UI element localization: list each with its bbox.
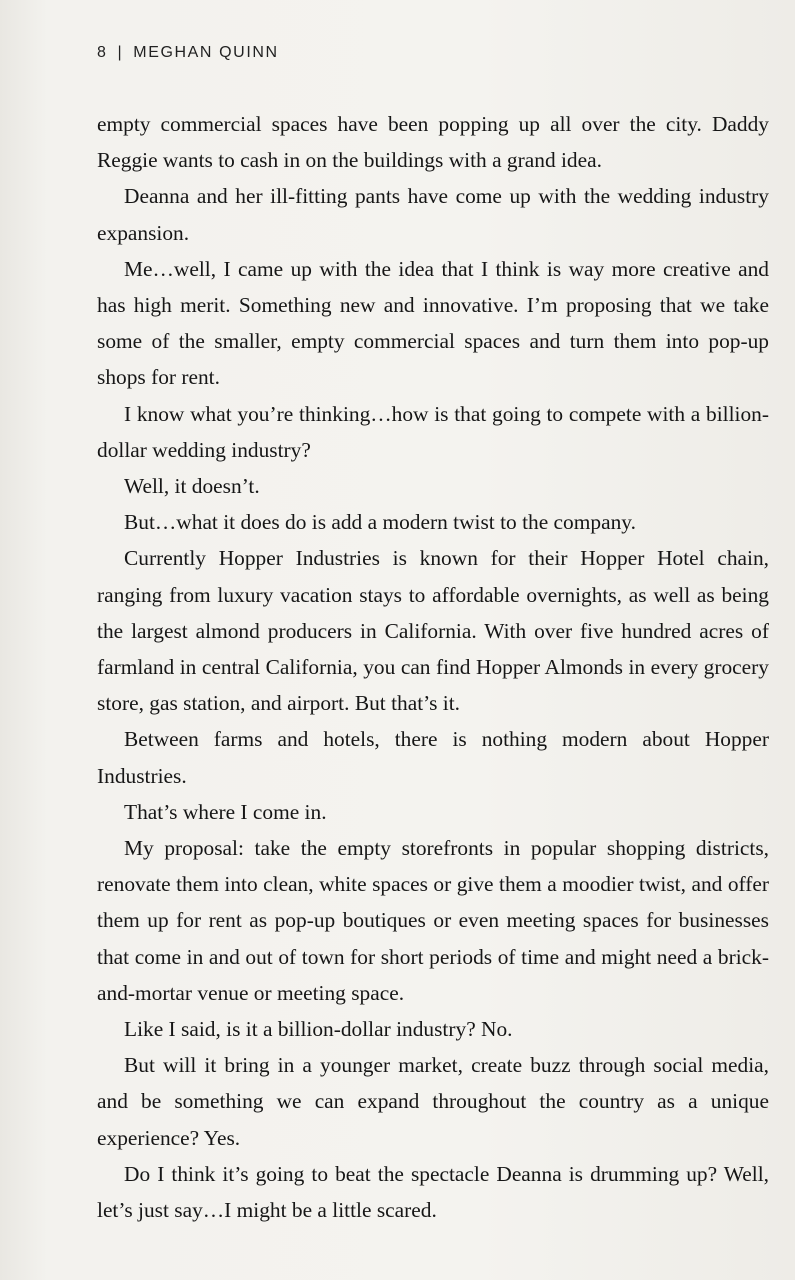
running-header xyxy=(97,44,279,62)
paragraph: Like I said, is it a billion-dollar industry? No. xyxy=(124,1017,513,1042)
paragraph: But…what it does do is add a modern twist to the company. xyxy=(124,510,636,535)
paragraph: Between farms and hotels, there is nothing modern about Hopper Industries. xyxy=(97,727,769,788)
paragraph: My proposal: take the empty storefronts in popular shopping districts, renovate them into clean, white spaces or give them a moodier twist, and offer them up for rent as pop-up boutiques or even meeting spaces for businesses that come in and out of town for short periods of time and might need a brick-and-mortar venue or meeting space. xyxy=(97,836,769,1005)
paragraph: Well, it doesn’t. xyxy=(124,474,260,499)
page-number: 8 xyxy=(97,44,108,61)
body-text xyxy=(97,106,769,1228)
paragraph: Me…well, I came up with the idea that I think is way more creative and has high merit. Something new and innovative. I’m proposing that we take some of the smaller, empty commercial spaces and turn them into pop-up shops for rent. xyxy=(97,256,769,390)
paragraph: But will it bring in a younger market, create buzz through social media, and be something we can expand throughout the country as a unique experience? Yes. xyxy=(97,1053,769,1150)
header-separator: | xyxy=(117,44,124,61)
paragraph: Do I think it’s going to beat the spectacle Deanna is drumming up? Well, let’s just say…I might be a little scared. xyxy=(97,1161,769,1223)
author-name: MEGHAN QUINN xyxy=(133,44,279,61)
paragraph: Currently Hopper Industries is known for their Hopper Hotel chain, ranging from luxury vacation stays to affordable overnights, as well as being the largest almond producers in California. With over five hundred acres of farmland in central California, you can find Hopper Almonds in every grocery store, gas station, and airport. But that’s it. xyxy=(97,546,769,716)
paragraph: That’s where I come in. xyxy=(124,799,327,824)
paragraph: I know what you’re thinking…how is that going to compete with a billion-dollar wedding industry? xyxy=(97,401,769,462)
paragraph: empty commercial spaces have been popping up all over the city. Daddy Reggie wants to cash in on the buildings with a grand idea. xyxy=(97,112,769,173)
paragraph: Deanna and her ill-fitting pants have come up with the wedding industry expansion. xyxy=(97,184,769,245)
